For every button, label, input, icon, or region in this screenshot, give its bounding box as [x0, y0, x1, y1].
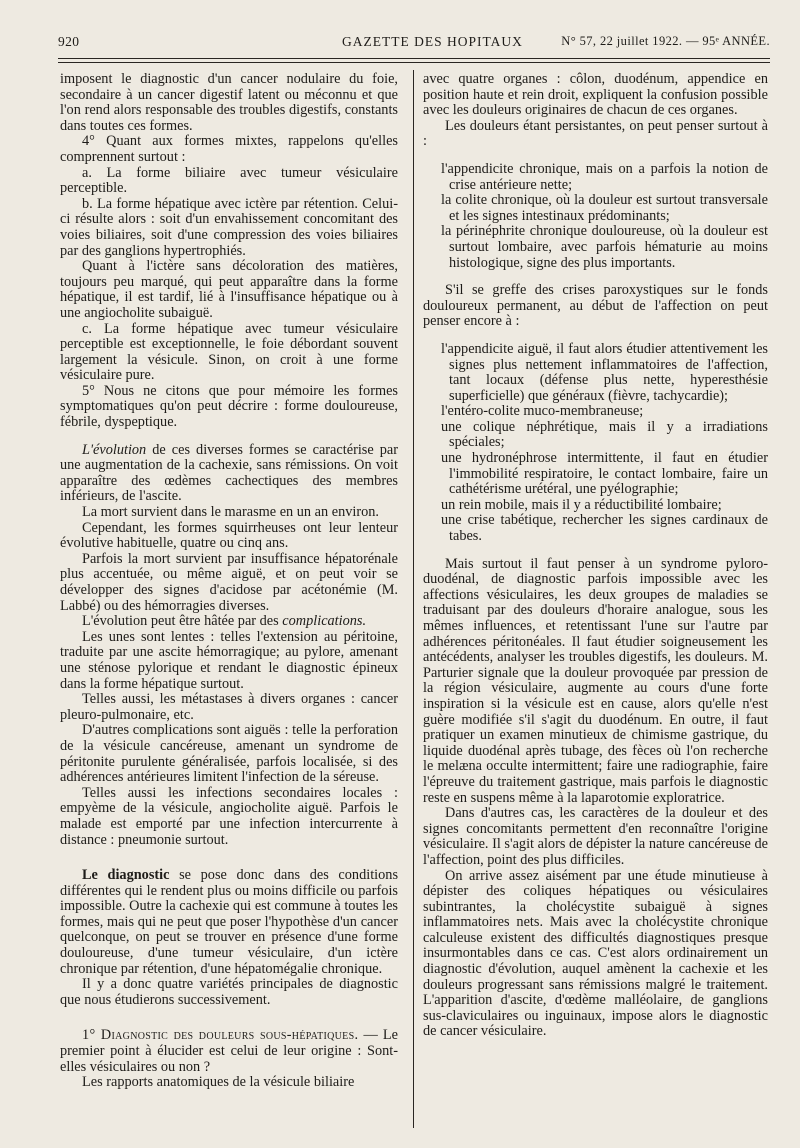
diagnostic-paragraph	[60, 868, 398, 977]
list-item: l'appendicite chronique, mais on a parfois la notion de crise antérieure nette;	[441, 160, 768, 193]
section-heading: 1° Diagnostic des douleurs sous-hépatiques.	[82, 1027, 359, 1044]
paragraph: Dans d'autres cas, les caractères de la douleur et des signes concomitants permettent d'en reconnaître l'origine vésiculaire. Il s'agit alors de dépister la nature cancéreuse de l'affection, point des plus difficiles.	[423, 805, 768, 868]
right-column	[423, 72, 768, 1040]
paragraph: c. La forme hépatique avec tumeur vésiculaire perceptible est exceptionnelle, le foie débordant souvent largement la vésicule. Sinon, on croit à une forme vésiculaire pure.	[60, 320, 398, 384]
list-item: la colite chronique, où la douleur est surtout transversale et les signes intestinaux prédominants;	[441, 192, 768, 224]
paragraph: b. La forme hépatique avec ictère par rétention. Celui-ci résulte alors : soit d'un envahissement concomitant des voies biliaires, soit d'une compression des voies biliaires par des ganglions hypertrophiés.	[60, 195, 398, 259]
section-paragraph	[60, 1028, 398, 1075]
paragraph: Les douleurs étant persistantes, on peut penser surtout à :	[423, 117, 768, 150]
paragraph: Les unes sont lentes : telles l'extension au péritoine, traduite par une ascite hémorragique; au pylore, amenant une sténose pylorique et rendant le diagnostic épineux dans la forme hépatique surtout.	[60, 628, 398, 692]
paragraph: Quant à l'ictère sans décoloration des matières, toujours peu marqué, qui peut apparaître dans la forme hépatique, il est tardif, lié à l'insuffisance hépatique ou à une angiocholite subaiguë.	[60, 258, 398, 321]
left-column	[60, 72, 398, 1091]
paragraph: Telles aussi les infections secondaires locales : empyème de la vésicule, angiocholite aiguë. Parfois le malade est emporté par une infection intercurrente à distance : pneumonie surtout.	[60, 784, 398, 848]
paragraph: Les rapports anatomiques de la vésicule biliaire	[82, 1074, 355, 1091]
paragraph: Parfois la mort survient par insuffisance hépatorénale plus accentuée, ou même aiguë, et on peut voir se développer des signes d'acidose par acétonémie (M. Labbé) ou des hémorragies diverses.	[60, 550, 398, 614]
running-header	[58, 30, 770, 52]
complications-text: L'évolution peut être hâtée par des	[82, 613, 283, 630]
paragraph: D'autres complications sont aiguës : telle la perforation de la vésicule cancéreuse, amenant un syndrome de péritonite purulente généralisée, parfois localisée, si des adhérences antérieures limitent l'infection de la séreuse.	[60, 722, 398, 786]
paragraph: imposent le diagnostic d'un cancer nodulaire du foie, secondaire à un cancer digestif latent ou méconnu et que l'on rend alors responsable des troubles digestifs, constants dans toutes ces formes.	[60, 71, 398, 134]
diagnostic-text: se pose donc dans des conditions différentes qui le rendent plus ou moins difficile ou parfois impossible. Outre la cachexie qui est commune à toutes les formes, mais qui ne peut que poser l'hypothèse d'un cancer quelconque, on peut se trouver en présence d'une forme douloureuse, d'une tumeur vésiculaire, d'un ictère chronique par rétention, d'une hépatomégalie chronique.	[60, 867, 399, 977]
paragraph: Cependant, les formes squirrheuses ont leur lenteur évolutive habituelle, quatre ou cinq ans.	[60, 519, 398, 552]
list-item: une hydronéphrose intermittente, il faut en étudier l'immobilité respiratoire, le contact lombaire, faire un cathétérisme urétéral, une pyélographie;	[441, 450, 768, 498]
evolution-paragraph	[60, 443, 398, 505]
header-rule-thin	[58, 62, 770, 63]
page-number: 920	[58, 34, 80, 49]
paragraph: avec quatre organes : côlon, duodénum, appendice en position haute et rein droit, expliquent la confusion possible avec les douleurs originaires de chacun de ces organes.	[423, 71, 768, 119]
paragraph: 4° Quant aux formes mixtes, rappelons qu'elles comprennent surtout :	[60, 133, 398, 165]
paragraph: La mort survient dans le marasme en un an environ.	[82, 504, 379, 521]
list-item: la périnéphrite chronique douloureuse, où la douleur est surtout lombaire, avec parfois hématurie au moins histologique, signe des plus importants.	[441, 223, 768, 271]
list-item: une colique néphrétique, mais il y a irradiations spéciales;	[441, 418, 768, 451]
list-item: l'appendicite aiguë, il faut alors étudier attentivement les signes plus nettement inflammatoires de l'affection, tant locaux (défense plus nette, hyperesthésie superficielle) que généraux (fièvre, tachycardie);	[441, 340, 768, 404]
paragraph: On arrive assez aisément par une étude minutieuse à dépister des coliques hépatiques ou vésiculaires subintrantes, la cholécystite subaiguë à signes inflammatoires nets. Mais avec la cholécystite chronique calculeuse existent des difficultés diagnostiques presque insurmontables dans ce cas. C'est alors ordinairement un diagnostic d'évolution, auquel amènent la cachexie et les douleurs progressant sans rémissions malgré le traitement. L'apparition d'ascite, d'œdème malléolaire, de ganglions sus-claviculaires ou inguinaux, impose alors le diagnostic de cancer vésiculaire.	[423, 867, 768, 1040]
issue-info: N° 57, 22 juillet 1922. — 95ᵉ ANNÉE.	[561, 34, 770, 48]
complications-term: complications.	[282, 613, 367, 630]
list-item: l'entéro-colite muco-membraneuse;	[441, 403, 644, 420]
paragraph: 5° Nous ne citons que pour mémoire les formes symptomatiques qu'on peut décrire : forme douloureuse, fébrile, dyspeptique.	[60, 382, 398, 431]
header-rule	[58, 58, 770, 59]
evolution-text: de ces diverses formes se caractérise par une augmentation de la cachexie, sans rémissions. On voit apparaître des œdèmes cachectiques des membres inférieurs, de l'ascite.	[60, 441, 398, 505]
list-item: un rein mobile, mais il y a réductibilité lombaire;	[441, 496, 722, 513]
column-divider	[413, 70, 414, 1128]
diagnostic-term: Le diagnostic	[82, 867, 170, 884]
complications-paragraph	[60, 614, 398, 630]
paragraph: S'il se greffe des crises paroxystiques sur le fonds douloureux permanent, au début de l'affection on peut penser encore à :	[423, 282, 768, 330]
paragraph: Mais surtout il faut penser à un syndrome pyloro-duodénal, de diagnostic parfois impossible avec les affections vésiculaires, les deux groupes de maladies se traduisant par des douleurs d'horaire analogue, sous les mêmes influences, et retentissant l'une sur l'autre par adhérences péritonéales. Il faut étudier soigneusement les antécédents, analyser les troubles digestifs, les douleurs. M. Parturier signale que la douleur provoquée par pression de la région vésiculaire, augmente au cours d'une forte inspiration si la vésicule est en cause, alors qu'elle n'est guère modifiée s'il s'agit du duodénum. En outre, il faut pratiquer un examen minutieux de chimisme gastrique, du liquide duodénal après tubage, des fèces où l'on recherche le melæna occulte intermittent; faire une radiographie, faire l'épreuve du traitement gastrique, mais parfois le diagnostic reste en suspens même à la laparotomie exploratrice.	[423, 555, 768, 806]
paragraph: Telles aussi, les métastases à divers organes : cancer pleuro-pulmonaire, etc.	[60, 691, 398, 723]
section-text: — Le premier point à élucider est celui de leur origine : Sont-elles vésiculaires ou non ?	[60, 1027, 398, 1075]
paragraph: a. La forme biliaire avec tumeur vésiculaire perceptible.	[60, 164, 398, 197]
list-item: une crise tabétique, rechercher les signes cardinaux de tabes.	[441, 512, 768, 545]
paragraph: Il y a donc quatre variétés principales de diagnostic que nous étudierons successivement.	[60, 976, 398, 1008]
journal-title: GAZETTE DES HOPITAUX	[342, 34, 523, 49]
evolution-term: L'évolution	[82, 441, 147, 458]
